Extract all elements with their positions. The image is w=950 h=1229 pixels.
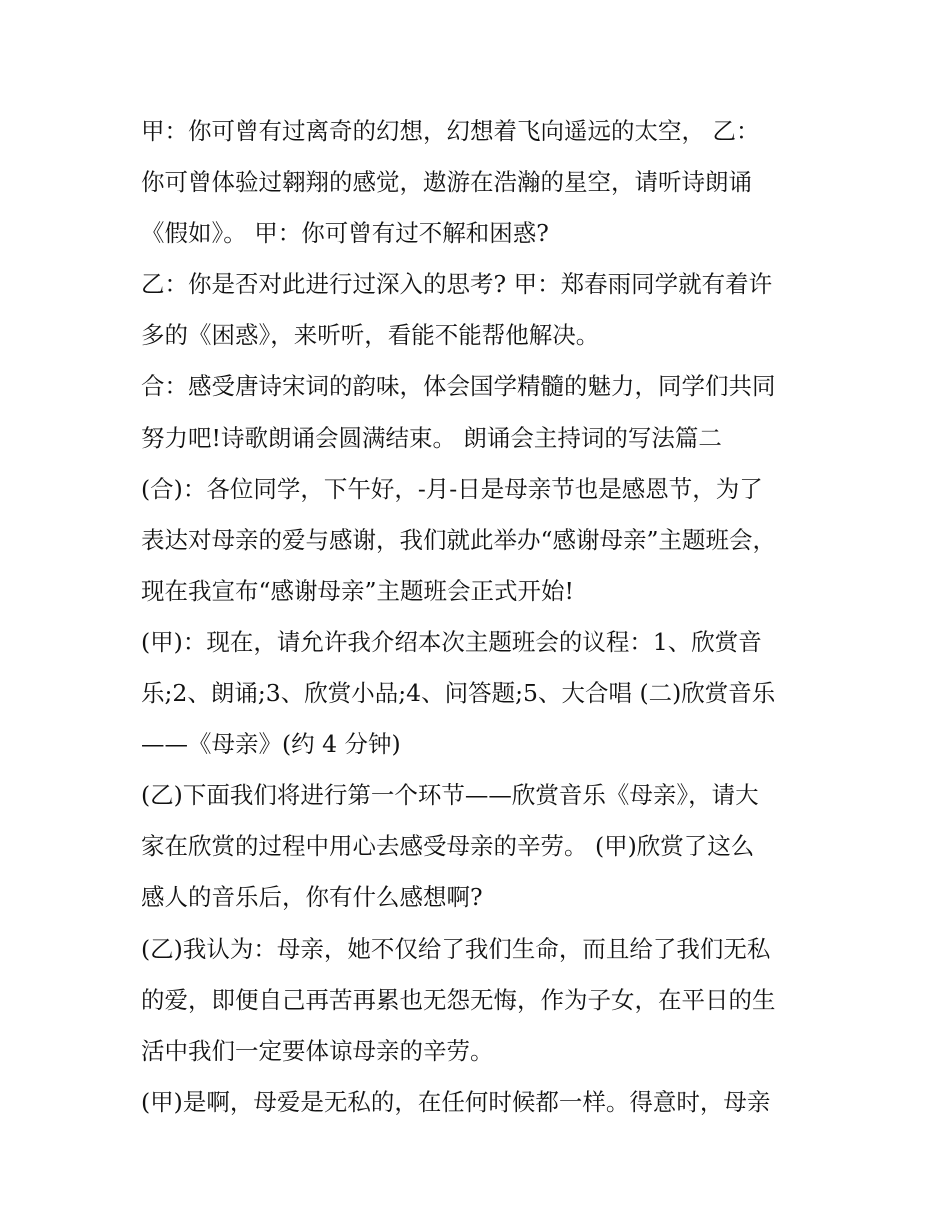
text-line: 多的《困惑》，来听听，看能不能帮他解决。 [141,321,600,350]
text-line: 合：感受唐诗宋词的韵味，体会国学精髓的魅力，同学们共同 [141,372,776,401]
document-body [141,106,821,1128]
text-line: 努力吧!诗歌朗诵会圆满结束。 朗诵会主持词的写法篇二 [141,423,722,452]
text-line: 你可曾体验过翱翔的感觉，遨游在浩瀚的星空，请听诗朗诵 [141,168,752,197]
text-line: ——《母亲》(约 4 分钟) [141,730,401,759]
text-line: (甲)是啊，母爱是无私的，在任何时候都一样。得意时，母亲 [141,1087,771,1116]
text-line: 家在欣赏的过程中用心去感受母亲的辛劳。 (甲)欣赏了这么 [141,832,755,861]
text-line: (乙)我认为：母亲，她不仅给了我们生命，而且给了我们无私 [141,934,771,963]
text-line: 现在我宣布“感谢母亲”主题班会正式开始! [141,576,574,605]
text-line: 《假如》。 甲：你可曾有过不解和困惑? [141,219,549,248]
text-line: (甲)：现在，请允许我介绍本次主题班会的议程：1、欣赏音 [141,627,762,656]
text-line: 乙：你是否对此进行过深入的思考? 甲：郑春雨同学就有着许 [141,270,773,299]
text-line: 乐;2、朗诵;3、欣赏小品;4、问答题;5、大合唱 (二)欣赏音乐 [141,679,776,708]
text-line: 的爱，即便自己再苦再累也无怨无悔，作为子女，在平日的生 [141,985,776,1014]
text-line: 表达对母亲的爱与感谢，我们就此举办“感谢母亲”主题班会， [141,525,777,554]
text-line: 感人的音乐后，你有什么感想啊? [141,883,483,912]
text-line: (乙)下面我们将进行第一个环节——欣赏音乐《母亲》，请大 [141,781,759,810]
text-line: 活中我们一定要体谅母亲的辛劳。 [141,1036,494,1065]
text-line: 甲：你可曾有过离奇的幻想，幻想着飞向遥远的太空， 乙： [141,117,760,145]
text-line: (合)：各位同学，下午好，-月-日是母亲节也是感恩节，为了 [141,474,763,503]
